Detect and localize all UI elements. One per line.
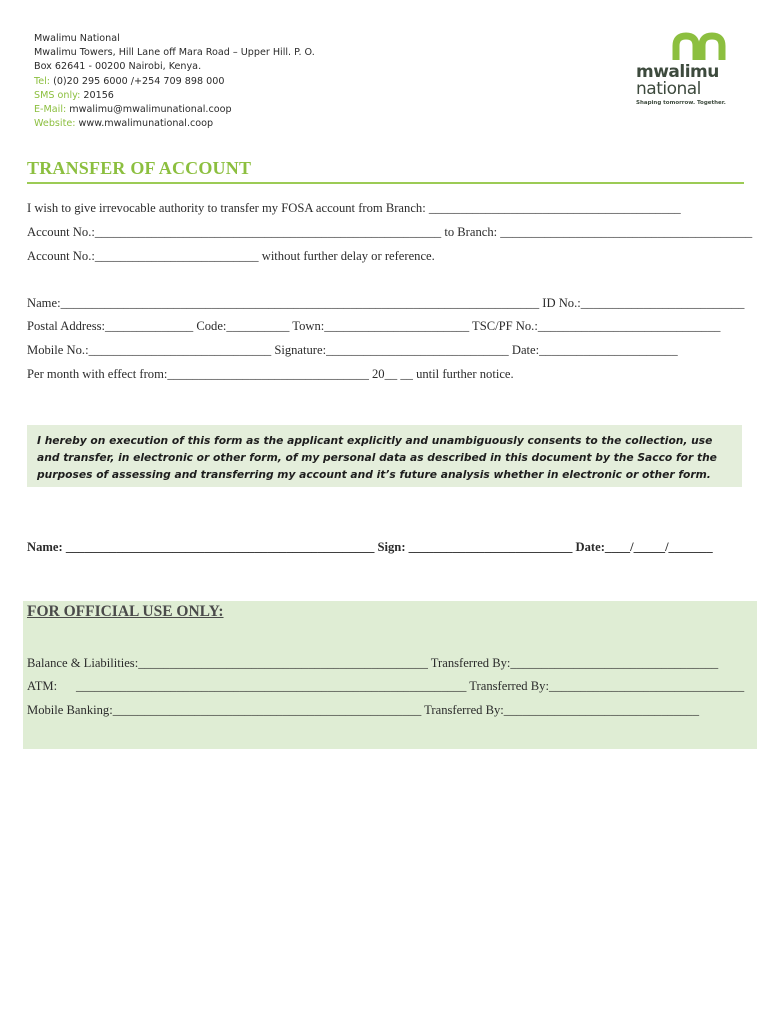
- consent-text: I hereby on execution of this form as the applicant explicitly and unambiguously consents to the collection, use and transfer, in electronic or other form, of my personal data as described in this document by the Sacco for the purposes of assessing and transferring my account and it’s future analysis whether in electronic or other form.: [37, 434, 717, 482]
- account-to-branch-line[interactable]: Account No.:_______________________________________________________ to Branch: ________________________________________: [27, 225, 753, 239]
- effective-date-line[interactable]: Per month with effect from:________________________________ 20__ __ until further notice.: [27, 367, 514, 381]
- address-line-2: Box 62641 - 00200 Nairobi, Kenya.: [34, 61, 202, 73]
- logo-word-national: national: [636, 79, 701, 99]
- tel-value: (0)20 295 6000 /+254 709 898 000: [50, 75, 225, 87]
- name-id-line[interactable]: Name:____________________________________________________________________________ ID No.:__________________________: [27, 296, 745, 310]
- consent-box: [27, 425, 742, 487]
- logo-arches-icon: [672, 32, 742, 62]
- transfer-from-branch-line[interactable]: I wish to give irrevocable authority to transfer my FOSA account from Branch: ________________________________________: [27, 201, 681, 215]
- email-label: E-Mail:: [34, 104, 67, 116]
- title-divider: [27, 182, 744, 184]
- account-no-line[interactable]: Account No.:__________________________ without further delay or reference.: [27, 249, 435, 263]
- tel-label: Tel:: [34, 75, 51, 87]
- logo-tagline: Shaping tomorrow. Together.: [636, 100, 726, 106]
- applicant-sign-row[interactable]: Name: _________________________________________________ Sign: __________________________ Date:____/_____/_______: [27, 540, 713, 554]
- email-value: mwalimu@mwalimunational.coop: [66, 104, 232, 116]
- mobile-signature-line[interactable]: Mobile No.:_____________________________ Signature:_____________________________ Date:______________________: [27, 343, 678, 357]
- official-use-heading: FOR OFFICIAL USE ONLY:: [27, 603, 224, 620]
- sms-line: [34, 89, 454, 103]
- logo-word-mwalimu: mwalimu: [636, 62, 719, 82]
- address-line-1: Mwalimu Towers, Hill Lane off Mara Road – Upper Hill. P. O.: [34, 47, 315, 59]
- website-line: [34, 117, 454, 131]
- postal-address-line[interactable]: Postal Address:______________ Code:__________ Town:_______________________ TSC/PF No.:_____________________________: [27, 319, 721, 333]
- atm-line[interactable]: ATM: ______________________________________________________________ Transferred By:_______________________________: [27, 679, 745, 693]
- email-line: [34, 103, 454, 117]
- org-name: Mwalimu National: [34, 33, 120, 44]
- website-value: www.mwalimunational.coop: [75, 118, 214, 130]
- sms-label: SMS only:: [34, 89, 81, 101]
- sms-value: 20156: [80, 89, 114, 101]
- website-label: Website:: [34, 118, 76, 130]
- mwalimu-national-logo: [630, 32, 740, 112]
- mobile-banking-line[interactable]: Mobile Banking:_________________________________________________ Transferred By:_______________________________: [27, 703, 700, 717]
- balance-liabilities-line[interactable]: Balance & Liabilities:______________________________________________ Transferred By:_________________________________: [27, 656, 719, 670]
- form-title: TRANSFER OF ACCOUNT: [27, 158, 252, 178]
- tel-line: [34, 75, 454, 89]
- official-use-section: [23, 601, 757, 749]
- letterhead-contact: [34, 32, 454, 131]
